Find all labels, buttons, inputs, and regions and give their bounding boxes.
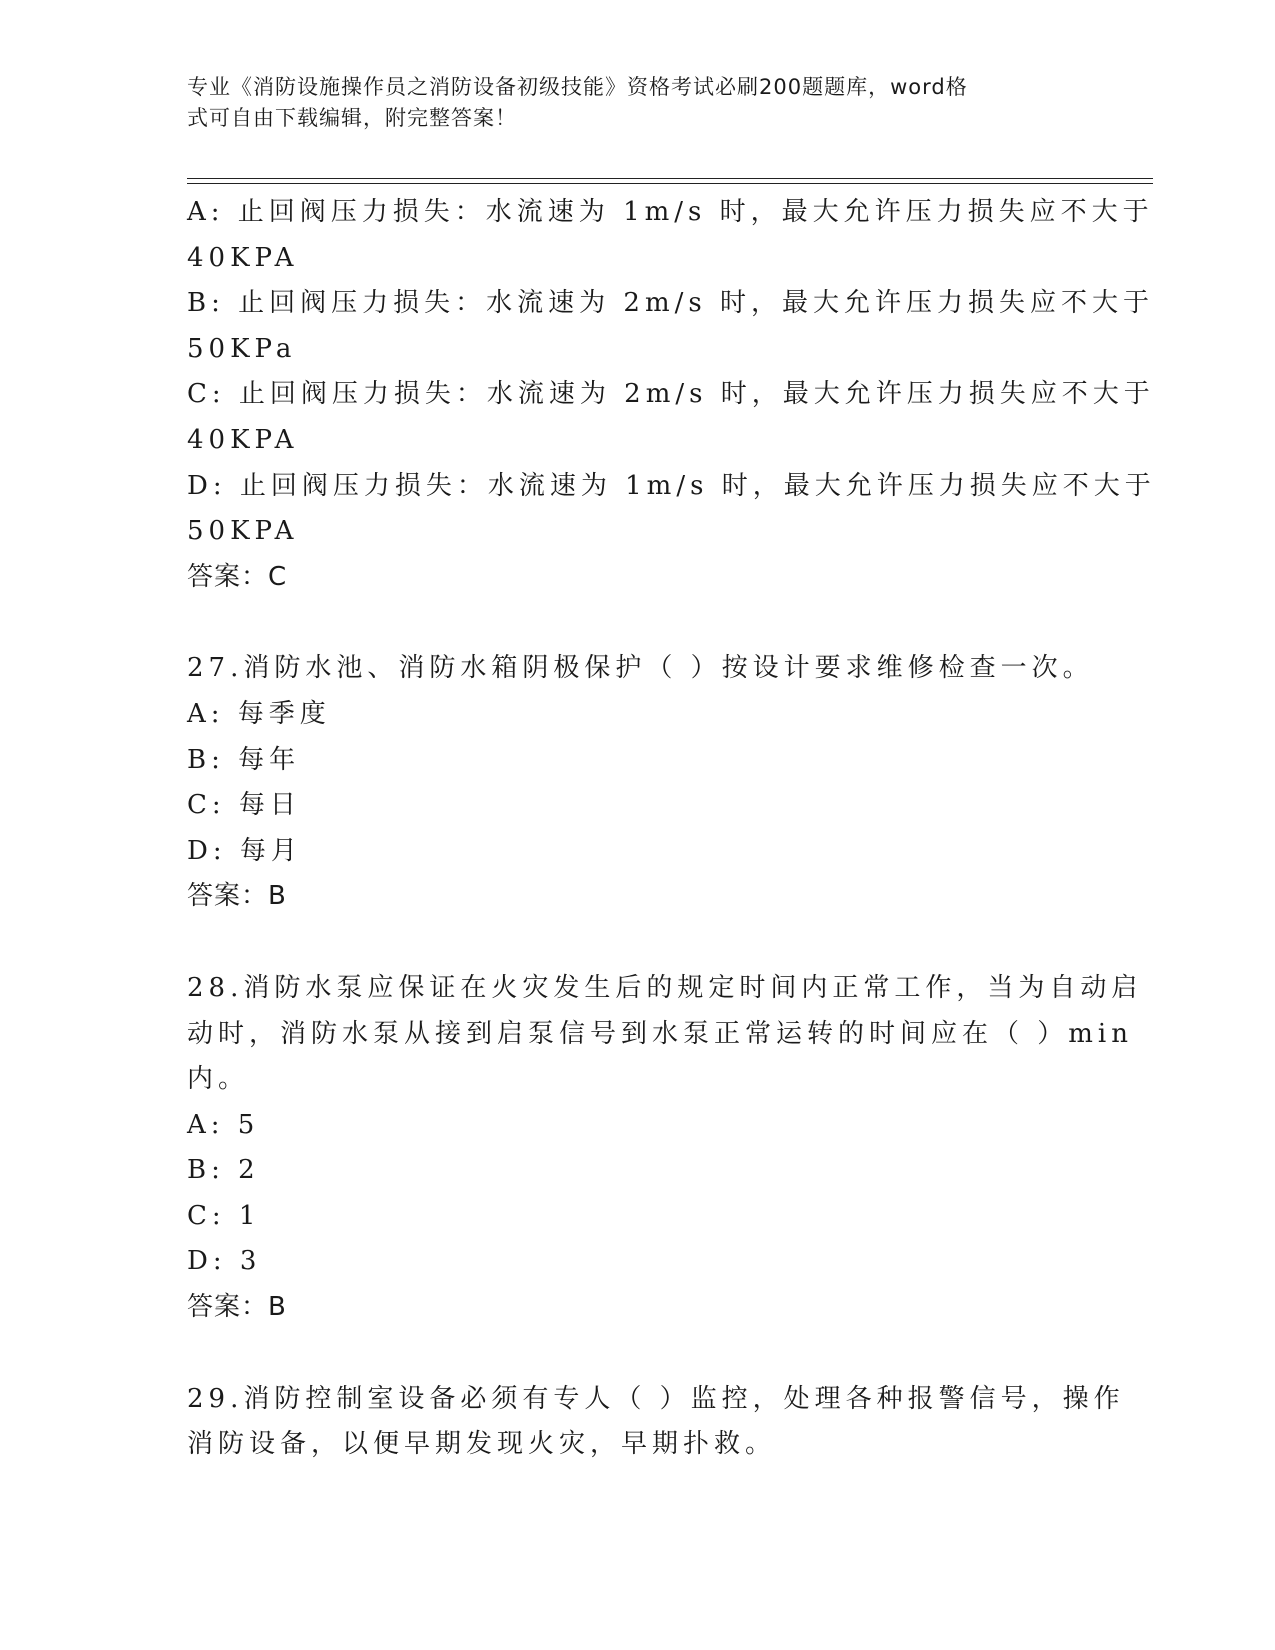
option-d-line-1: D: 止回阀压力损失：水流速为 1m/s 时，最大允许压力损失应不大于: [187, 470, 1156, 501]
question-26-options: [187, 190, 1156, 600]
question-27-text: 27.消防水池、消防水箱阴极保护（ ）按设计要求维修检查一次。: [187, 653, 1094, 684]
option-b-line-1: B: 止回阀压力损失：水流速为 2m/s 时，最大允许压力损失应不大于: [187, 288, 1154, 319]
spacer: [187, 1331, 1087, 1377]
question-28-text-line-3: 内。: [187, 1064, 250, 1095]
option-b: B: 每年: [187, 744, 301, 775]
option-b-line-2: 50KPa: [187, 333, 297, 364]
option-d: D: 每月: [187, 835, 302, 866]
question-content: [187, 190, 1156, 1468]
question-28: [187, 966, 1143, 1331]
spacer: [187, 920, 1087, 966]
question-29-text-line-2: 消防设备，以便早期发现火灾，早期扑救。: [187, 1429, 777, 1460]
question-29-text-line-1: 29.消防控制室设备必须有专人（ ）监控，处理各种报警信号，操作: [187, 1383, 1125, 1414]
spacer: [187, 600, 1087, 646]
header-line-1: 专业《消防设施操作员之消防设备初级技能》资格考试必刷200题题库，word格: [187, 75, 968, 99]
option-c: C: 1: [187, 1200, 261, 1231]
answer-27: 答案：B: [187, 881, 287, 912]
answer-28: 答案：B: [187, 1292, 287, 1323]
question-29: [187, 1377, 1125, 1468]
option-d: D: 3: [187, 1246, 262, 1277]
option-a: A: 每季度: [187, 698, 331, 729]
option-c-line-1: C: 止回阀压力损失：水流速为 2m/s 时，最大允许压力损失应不大于: [187, 379, 1155, 410]
question-28-text-line-1: 28.消防水泵应保证在火灾发生后的规定时间内正常工作，当为自动启: [187, 972, 1143, 1003]
option-b: B: 2: [187, 1155, 260, 1186]
option-a-line-2: 40KPA: [187, 242, 299, 273]
option-a-line-1: A: 止回阀压力损失：水流速为 1m/s 时，最大允许压力损失应不大于: [187, 197, 1154, 227]
header-divider-bottom: [187, 183, 1153, 184]
question-27: [187, 646, 1094, 920]
option-c: C: 每日: [187, 790, 301, 821]
document-header: [187, 72, 1067, 134]
option-c-line-2: 40KPA: [187, 424, 299, 455]
header-divider-top: [187, 178, 1153, 179]
option-a: A: 5: [187, 1109, 260, 1140]
header-line-2: 式可自由下载编辑，附完整答案！: [187, 106, 517, 130]
question-28-text-line-2: 动时，消防水泵从接到启泵信号到水泵正常运转的时间应在（ ）min: [187, 1018, 1133, 1049]
option-d-line-2: 50KPA: [187, 516, 299, 547]
answer-26: 答案：C: [187, 561, 288, 592]
